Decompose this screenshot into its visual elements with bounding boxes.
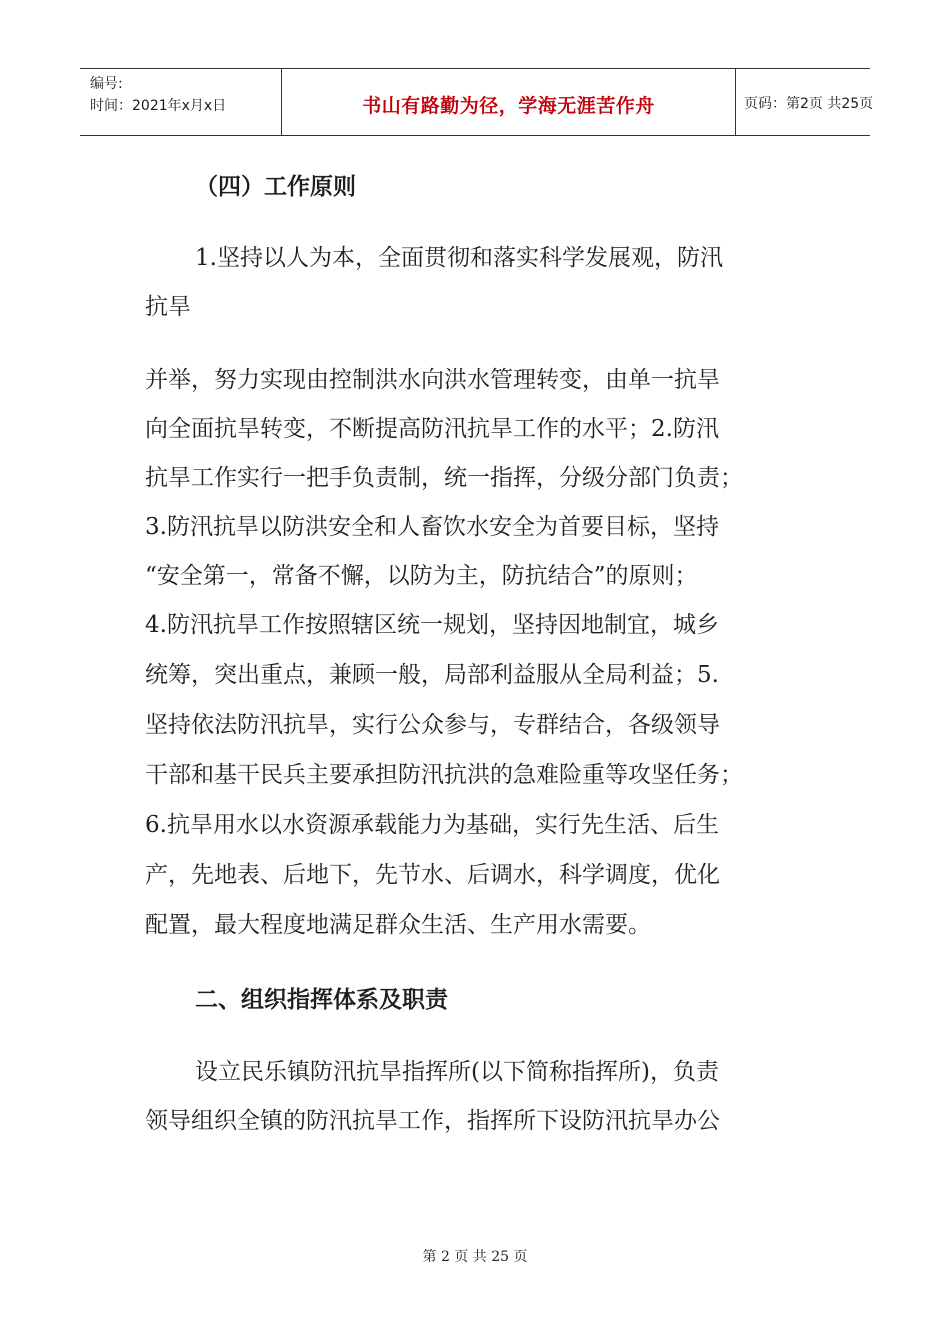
header-motto: 书山有路勤为径，学海无涯苦作舟 [362, 95, 655, 117]
paragraph-line: 3.防汛抗旱以防洪安全和人畜饮水安全为首要目标，坚持 [145, 514, 719, 540]
paragraph-line: “安全第一，常备不懈，以防为主，防抗结合”的原则； [145, 563, 698, 589]
paragraph-line: 并举，努力实现由控制洪水向洪水管理转变，由单一抗旱 [145, 367, 720, 393]
paragraph-line: 领导组织全镇的防汛抗旱工作，指挥所下设防汛抗旱办公 [145, 1108, 720, 1134]
header-right-cell [736, 69, 874, 135]
paragraph-line: 产，先地表、后地下，先节水、后调水，科学调度，优化 [145, 862, 720, 888]
paragraph-line: 抗旱 [145, 294, 191, 320]
header-left-cell [80, 69, 282, 135]
paragraph-line: 统筹，突出重点，兼顾一般，局部利益服从全局利益；5. [145, 662, 719, 688]
paragraph-line: 向全面抗旱转变，不断提高防汛抗旱工作的水平；2.防汛 [145, 416, 719, 442]
paragraph-line: 抗旱工作实行一把手负责制，统一指挥，分级分部门负责； [145, 465, 743, 491]
paragraph-line: 4.防汛抗旱工作按照辖区统一规划，坚持因地制宜，城乡 [145, 612, 719, 638]
header-middle-cell [282, 69, 736, 135]
paragraph-line: 坚持依法防汛抗旱，实行公众参与，专群结合，各级领导 [145, 712, 720, 738]
paragraph-line: 设立民乐镇防汛抗旱指挥所(以下简称指挥所)，负责 [195, 1059, 719, 1085]
paragraph-line: 1.坚持以人为本，全面贯彻和落实科学发展观，防汛 [195, 245, 723, 271]
header-page-number: 页码：第2页 共25页 [744, 96, 874, 112]
section-heading-principles: （四）工作原则 [195, 174, 356, 200]
paragraph-line: 配置，最大程度地满足群众生活、生产用水需要。 [145, 912, 651, 938]
section-heading-organization: 二、组织指挥体系及职责 [195, 987, 448, 1013]
document-time-label: 时间：2021年x月x日 [90, 98, 227, 114]
document-number-label: 编号: [90, 76, 123, 92]
paragraph-line: 6.抗旱用水以水资源承载能力为基础，实行先生活、后生 [145, 812, 719, 838]
paragraph-line: 干部和基干民兵主要承担防汛抗洪的急难险重等攻坚任务； [145, 762, 743, 788]
page-header [80, 68, 874, 136]
page-footer: 第 2 页 共 25 页 [422, 1249, 528, 1265]
